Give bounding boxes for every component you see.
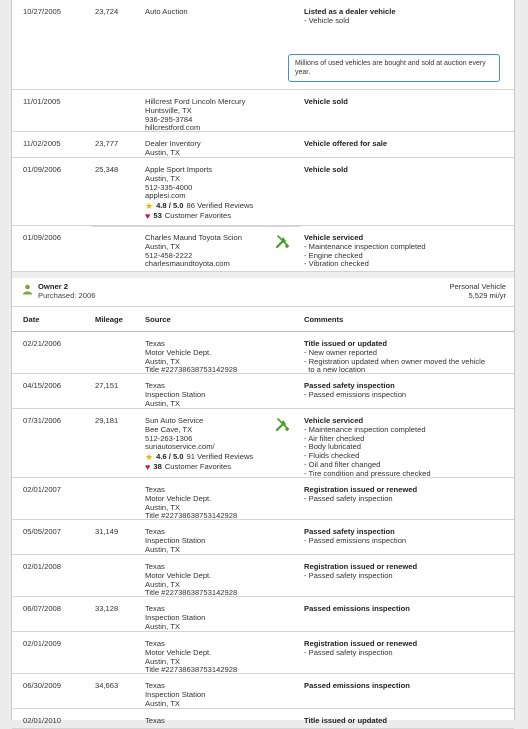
comment-line: - Body lubricated [304,442,361,452]
row-date: 02/21/2006 [23,339,62,348]
row-comments [304,486,509,504]
source-line: Hillcrest Ford Lincoln Mercury [145,97,246,106]
row-comments [304,640,509,658]
comment-line: - Maintenance inspection completed [304,424,426,434]
row-comments [304,605,509,614]
source-line: Austin, TX [145,544,180,554]
row-comments [304,563,509,581]
source-line: Charles Maund Toyota Scion [145,233,242,242]
source-line: Texas [145,604,165,613]
comment-line: - Passed safety inspection [304,647,393,657]
comment-line: to a new location [304,365,366,375]
comment-title: Passed safety inspection [304,381,395,390]
owner-vehicle-type: Personal Vehicle [449,282,506,291]
comment-line: - Maintenance inspection completed [304,241,426,251]
row-source [145,486,295,521]
table-row [12,158,514,226]
row-date: 01/09/2006 [23,233,62,242]
source-line: Texas [145,681,165,690]
row-source [145,8,295,17]
table-row [12,555,514,597]
source-line: Austin, TX [145,502,180,512]
source-line: Huntsville, TX [145,105,192,115]
vehicle-history-panel [11,0,515,725]
row-source [145,528,295,554]
header-mileage: Mileage [95,315,123,324]
source-line: Title #22738638753142928 [145,665,238,675]
rating-value: 4.8 / 5.0 [156,201,184,211]
comment-line: - Engine checked [304,250,363,260]
row-mileage: 29,181 [95,416,119,425]
source-line: Dealer Inventory [145,139,201,148]
favorites-label: Customer Favorites [164,211,232,221]
table-row [12,632,514,674]
favorites-row [145,212,295,221]
source-line: Motor Vehicle Dept. [145,647,212,657]
comment-line: - Air filter checked [304,433,365,443]
source-line: applesi.com [145,191,186,201]
row-comments [304,382,509,400]
comment-title: Title issued or updated [304,339,387,348]
source-line: Sun Auto Service [145,416,204,425]
row-comments [304,528,509,546]
rating-row [145,453,295,462]
favorites-count: 53 [153,211,162,221]
row-date: 04/15/2006 [23,381,62,390]
source-line: Texas [145,485,165,494]
table-row [12,478,514,520]
comment-title: Vehicle serviced [304,416,364,425]
table-row [12,674,514,709]
star-icon: ★ [145,452,154,463]
row-date: 11/02/2005 [23,139,61,148]
row-date: 06/30/2009 [23,681,62,690]
source-line: Texas [145,527,165,536]
owner-purchased: Purchased: 2006 [38,291,96,300]
row-mileage: 33,128 [95,604,119,613]
table-row [12,409,514,478]
source-line: Texas [145,381,165,390]
source-line: Texas [145,716,165,725]
row-source [145,140,295,158]
rating-row [145,202,295,211]
source-line: Texas [145,639,165,648]
header-date: Date [23,315,40,324]
row-source [145,340,295,375]
row-date: 11/01/2005 [23,97,61,106]
comment-line: - Registration updated when owner moved the vehicle [304,356,486,366]
comment-line: - Vibration checked [304,259,369,269]
source-line: Austin, TX [145,621,180,631]
row-date: 10/27/2005 [23,7,62,16]
source-line: hillcrestford.com [145,123,201,133]
header-source: Source [145,315,171,324]
favorites-count: 38 [153,462,162,472]
source-line: sunautoservice.com/ [145,442,215,452]
wrench-screwdriver-icon [275,234,290,252]
row-date: 01/09/2006 [23,165,62,174]
heart-icon: ♥ [145,211,151,222]
source-line: 512-335-4000 [145,182,193,192]
star-icon: ★ [145,201,154,212]
row-source [145,417,295,472]
source-line: 512-263-1306 [145,433,193,443]
source-line: Motor Vehicle Dept. [145,570,212,580]
row-source [145,605,295,631]
comment-title: Registration issued or renewed [304,639,418,648]
comment-line: - Passed safety inspection [304,493,393,503]
table-row [12,597,514,632]
owner-name: Owner 2 [38,282,68,291]
favorites-row [145,463,295,472]
owner-miles-per-year: 5,529 mi/yr [468,291,506,300]
comment-title: Vehicle sold [304,97,348,106]
row-mileage: 27,151 [95,381,119,390]
favorites-label: Customer Favorites [164,462,232,472]
row-source [145,234,295,269]
comment-line: - Passed emissions inspection [304,389,407,399]
row-mileage: 34,663 [95,681,119,690]
source-line: Title #22738638753142928 [145,588,238,598]
source-line: charlesmaundtoyota.com [145,259,230,269]
header-comments: Comments [304,315,344,324]
source-line: Motor Vehicle Dept. [145,347,212,357]
source-line: Title #22738638753142928 [145,365,238,375]
table-row [12,90,514,132]
source-line: Austin, TX [145,656,180,666]
row-date: 06/07/2008 [23,604,62,613]
source-line: Inspection Station [145,689,206,699]
source-line: Austin, TX [145,579,180,589]
comment-line: - Oil and filter changed [304,459,381,469]
comment-line: - Fluids checked [304,451,360,461]
row-date: 02/01/2007 [23,485,62,494]
owner-2-records [12,332,514,729]
source-line: Austin, TX [145,147,180,157]
row-source [145,382,295,408]
rating-value: 4.6 / 5.0 [156,452,184,462]
row-date: 02/01/2010 [23,716,62,725]
source-line: Auto Auction [145,7,188,16]
heart-icon: ♥ [145,462,151,473]
row-comments [304,234,509,269]
row-source [145,640,295,675]
row-divider [92,226,300,227]
comment-line: - Tire condition and pressure checked [304,468,431,478]
table-row [12,226,514,272]
source-line: Austin, TX [145,241,180,251]
source-line: Title #22738638753142928 [145,511,238,521]
source-line: Inspection Station [145,535,206,545]
comment-title: Vehicle sold [304,165,348,174]
source-line: Austin, TX [145,698,180,708]
comment-title: Registration issued or renewed [304,562,418,571]
row-source [145,682,295,708]
row-comments [304,166,509,175]
row-date: 02/01/2008 [23,562,62,571]
comment-title: Listed as a dealer vehicle [304,7,396,16]
comment-title: Registration issued or renewed [304,485,418,494]
row-source [145,166,295,221]
comment-title: Passed safety inspection [304,527,395,536]
source-line: Texas [145,562,165,571]
row-mileage: 23,724 [95,7,119,16]
source-line: Austin, TX [145,398,180,408]
row-date: 05/05/2007 [23,527,62,536]
row-comments [304,340,509,375]
comment-title: Passed emissions inspection [304,604,410,613]
source-line: 936-295-3784 [145,114,193,124]
source-line: Texas [145,339,165,348]
comment-line: - Passed safety inspection [304,570,393,580]
comment-title: Vehicle offered for sale [304,139,388,148]
source-line: Austin, TX [145,356,180,366]
table-row [12,0,514,90]
source-line: 512-458-2222 [145,250,193,260]
owner-1-records [12,0,514,272]
source-line: Motor Vehicle Dept. [145,493,212,503]
person-icon [22,284,33,298]
auction-info-note: Millions of used vehicles are bought and sold at auction every year. [288,54,500,82]
table-row [12,709,514,729]
row-comments [304,682,509,691]
row-comments [304,98,509,107]
row-mileage: 25,348 [95,165,119,174]
comment-title: Vehicle serviced [304,233,364,242]
row-comments [304,717,509,726]
row-source [145,717,295,726]
source-line: Austin, TX [145,173,180,183]
review-count[interactable]: 86 Verified Reviews [186,201,254,211]
source-line: Inspection Station [145,612,206,622]
comment-line: - Passed emissions inspection [304,535,407,545]
table-header [12,307,514,332]
table-row [12,132,514,158]
table-row [12,374,514,409]
wrench-screwdriver-icon [275,417,290,435]
comment-title: Title issued or updated [304,716,387,725]
comment-line: - Vehicle sold [304,15,350,25]
row-date: 07/31/2006 [23,416,62,425]
comment-line: - New owner reported [304,347,378,357]
row-source [145,98,295,133]
source-line: Apple Sport Imports [145,165,213,174]
owner-header [12,272,514,307]
row-mileage: 23,777 [95,139,119,148]
row-comments [304,8,509,26]
source-line: Inspection Station [145,389,206,399]
row-mileage: 31,149 [95,527,119,536]
review-count[interactable]: 91 Verified Reviews [186,452,254,462]
table-row [12,332,514,374]
source-line: Bee Cave, TX [145,424,193,434]
comment-title: Passed emissions inspection [304,681,410,690]
row-comments [304,140,509,149]
row-comments [304,417,509,479]
row-date: 02/01/2009 [23,639,62,648]
row-source [145,563,295,598]
table-row [12,520,514,555]
